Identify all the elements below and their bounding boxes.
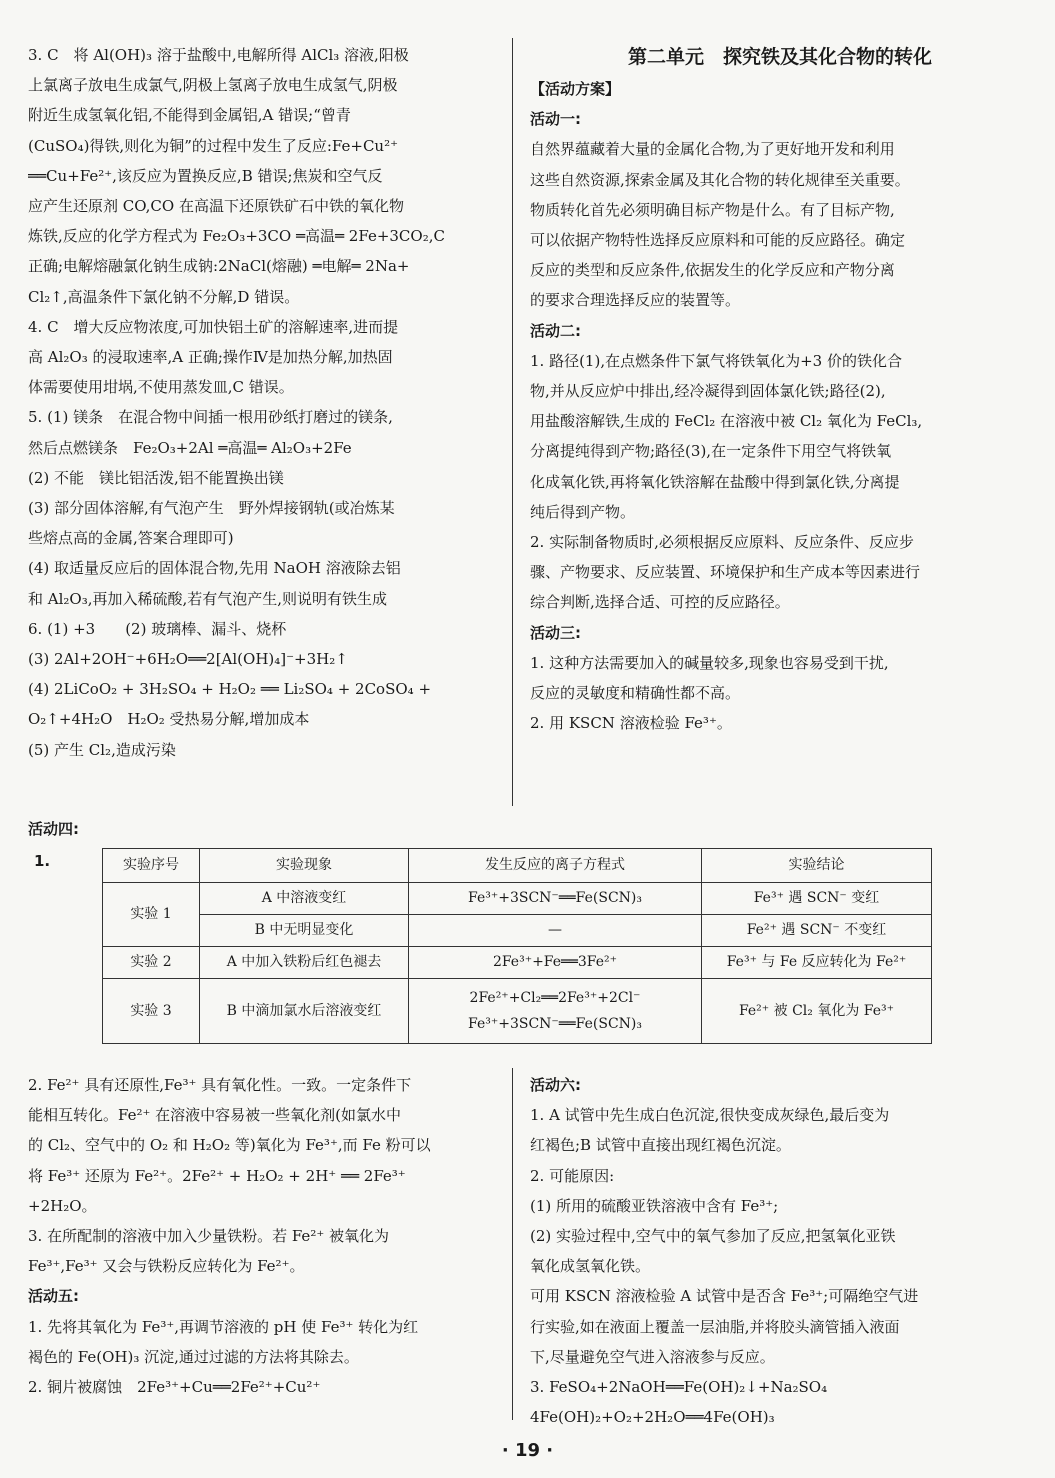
table-cell: 实验 2 [103,947,200,979]
text-line: 行实验,如在液面上覆盖一层油脂,并将胶头滴管插入液面 [530,1317,900,1336]
text-line: 上氯离子放电生成氯气,阴极上氢离子放电生成氢气,阴极 [28,76,398,95]
text-line: 可以依据产物特性选择反应原料和可能的反应路径。确定 [530,231,906,250]
text-line: 1. A 试管中先生成白色沉淀,很快变成灰绿色,最后变为 [530,1106,890,1125]
text-line: 下,尽量避免空气进入溶液参与反应。 [530,1347,775,1366]
table-cell: 2Fe³⁺+Fe══3Fe²⁺ [409,947,702,979]
text-line: 4. C 增大反应物浓度,可加快铝土矿的溶解速率,进而提 [28,317,399,336]
text-line: 2. 实际制备物质时,必须根据反应原料、反应条件、反应步 [530,533,914,552]
text-line: 2. Fe²⁺ 具有还原性,Fe³⁺ 具有氧化性。一致。一定条件下 [28,1076,412,1094]
text-line: 纯后得到产物。 [530,502,636,521]
text-line: O₂↑+4H₂O H₂O₂ 受热易分解,增加成本 [28,710,310,729]
table-cell: Fe²⁺ 遇 SCN⁻ 不变红 [702,915,932,947]
text-line: 高 Al₂O₃ 的浸取速率,A 正确;操作Ⅳ是加热分解,加热固 [28,348,393,367]
activity-heading: 活动二: [530,321,581,340]
text-line: 3. FeSO₄+2NaOH══Fe(OH)₂↓+Na₂SO₄ [530,1378,828,1397]
table-cell: Fe³⁺ 遇 SCN⁻ 变红 [702,883,932,915]
table-cell: 实验 3 [103,979,200,1044]
table-cell: B 中滴加氯水后溶液变红 [200,979,409,1044]
table-row [103,915,932,947]
text-line: +2H₂O。 [28,1196,97,1215]
table-header: 实验结论 [702,849,932,883]
text-line: 应产生还原剂 CO,CO 在高温下还原铁矿石中铁的氧化物 [28,197,404,216]
text-line: 的要求合理选择反应的装置等。 [530,291,741,310]
table-row [103,883,932,915]
text-line: 可用 KSCN 溶液检验 A 试管中是否含 Fe³⁺;可隔绝空气进 [530,1287,919,1306]
text-line: ══Cu+Fe²⁺,该反应为置换反应,B 错误;焦炭和空气反 [28,166,383,185]
text-line: 和 Al₂O₃,再加入稀硫酸,若有气泡产生,则说明有铁生成 [28,589,388,608]
text-line: 褐色的 Fe(OH)₃ 沉淀,通过过滤的方法将其除去。 [28,1347,359,1366]
table-cell: Fe³⁺ 与 Fe 反应转化为 Fe²⁺ [702,947,932,979]
activity-heading: 活动五: [28,1287,79,1306]
text-line: 1. 这种方法需要加入的碱量较多,现象也容易受到干扰, [530,653,889,672]
table-header-row [103,849,932,883]
text-line: 氧化成氢氧化铁。 [530,1257,651,1276]
text-line: 2. 铜片被腐蚀 2Fe³⁺+Cu══2Fe²⁺+Cu²⁺ [28,1378,321,1397]
text-line: 自然界蕴藏着大量的金属化合物,为了更好地开发和利用 [530,140,895,159]
text-line: 体需要使用坩埚,不使用蒸发皿,C 错误。 [28,378,294,397]
text-line: 物,并从反应炉中排出,经冷凝得到固体氯化铁;路径(2), [530,382,886,401]
table-row [103,979,932,1044]
text-line: 物质转化首先必须明确目标产物是什么。有了目标产物, [530,200,895,219]
equation-line: 2Fe²⁺+Cl₂══2Fe³⁺+2Cl⁻ [469,990,641,1006]
text-line: (1) 所用的硫酸亚铁溶液中含有 Fe³⁺; [530,1196,779,1215]
table-cell [409,979,702,1044]
text-line: (3) 部分固体溶解,有气泡产生 野外焊接钢轨(或冶炼某 [28,499,395,518]
text-line: (3) 2Al+2OH⁻+6H₂O══2[Al(OH)₄]⁻+3H₂↑ [28,650,348,669]
text-line: Fe³⁺,Fe³⁺ 又会与铁粉反应转化为 Fe²⁺。 [28,1257,305,1276]
text-line: 化成氧化铁,再将氧化铁溶解在盐酸中得到氯化铁,分离提 [530,472,900,491]
text-line: (4) 2LiCoO₂ + 3H₂SO₄ + H₂O₂ ══ Li₂SO₄ + 2CoSO₄ + [28,680,432,699]
activity-heading: 活动一: [530,110,581,129]
text-line: Cl₂↑,高温条件下氯化钠不分解,D 错误。 [28,287,300,306]
text-line: 4Fe(OH)₂+O₂+2H₂O══4Fe(OH)₃ [530,1408,775,1427]
text-line: 些熔点高的金属,答案合理即可) [28,529,234,548]
equation-line: Fe³⁺+3SCN⁻══Fe(SCN)₃ [468,1016,642,1032]
experiment-table [102,848,932,1044]
text-line: 红褐色;B 试管中直接出现红褐色沉淀。 [530,1136,791,1155]
text-line: 炼铁,反应的化学方程式为 Fe₂O₃+3CO ═高温═ 2Fe+3CO₂,C [28,227,445,246]
text-line: 反应的类型和反应条件,依据发生的化学反应和产物分离 [530,261,895,280]
text-line: 反应的灵敏度和精确性都不高。 [530,684,741,703]
text-line: (2) 实验过程中,空气中的氧气参加了反应,把氢氧化亚铁 [530,1227,896,1246]
text-line: (5) 产生 Cl₂,造成污染 [28,740,176,759]
text-line: 这些自然资源,探索金属及其化合物的转化规律至关重要。 [530,170,910,189]
table-cell: A 中加入铁粉后红色褪去 [200,947,409,979]
right-column-bottom [530,1070,1030,1432]
text-line: 然后点燃镁条 Fe₂O₃+2Al ═高温═ Al₂O₃+2Fe [28,438,352,457]
page-number: · 19 · [501,1440,554,1461]
text-line: 综合判断,选择合适、可控的反应路径。 [530,593,790,612]
section-label: 【活动方案】 [530,80,621,98]
activity-heading: 活动三: [530,623,581,642]
text-line: 6. (1) +3 (2) 玻璃棒、漏斗、烧杯 [28,619,287,638]
table-cell: A 中溶液变红 [200,883,409,915]
table-header: 发生反应的离子方程式 [409,849,702,883]
activity4-heading: 活动四: [28,820,79,838]
text-line: 正确;电解熔融氯化钠生成钠:2NaCl(熔融) ═电解═ 2Na+ [28,257,410,276]
left-column-bottom [28,1070,498,1402]
table-cell: B 中无明显变化 [200,915,409,947]
text-line: 5. (1) 镁条 在混合物中间插一根用砂纸打磨过的镁条, [28,408,393,427]
item-number: 1. [34,852,51,870]
table-cell: Fe²⁺ 被 Cl₂ 氧化为 Fe³⁺ [702,979,932,1044]
text-line: (4) 取适量反应后的固体混合物,先用 NaOH 溶液除去铝 [28,559,401,578]
text-line: 1. 路径(1),在点燃条件下氯气将铁氧化为+3 价的铁化合 [530,351,902,370]
text-line: 3. 在所配制的溶液中加入少量铁粉。若 Fe²⁺ 被氧化为 [28,1227,390,1246]
right-column-top [530,40,1030,738]
left-column-top [28,40,498,765]
text-line: 骤、产物要求、反应装置、环境保护和生产成本等因素进行 [530,563,921,582]
table-header: 实验现象 [200,849,409,883]
text-line: 2. 用 KSCN 溶液检验 Fe³⁺。 [530,714,732,733]
column-divider [512,38,513,806]
table-cell: 实验 1 [103,883,200,947]
text-line: (2) 不能 镁比铝活泼,铝不能置换出镁 [28,468,284,487]
text-line: 3. C 将 Al(OH)₃ 溶于盐酸中,电解所得 AlCl₃ 溶液,阳极 [28,46,409,64]
text-line: 将 Fe³⁺ 还原为 Fe²⁺。2Fe²⁺ + H₂O₂ + 2H⁺ ══ 2Fe³⁺ [28,1166,406,1185]
text-line: 分离提纯得到产物;路径(3),在一定条件下用空气将铁氧 [530,442,892,461]
column-divider [512,1068,513,1420]
activity-heading: 活动六: [530,1076,581,1094]
unit-title: 第二单元 探究铁及其化合物的转化 [627,46,932,68]
text-line: 的 Cl₂、空气中的 O₂ 和 H₂O₂ 等)氧化为 Fe³⁺,而 Fe 粉可以 [28,1136,431,1155]
table-cell: Fe³⁺+3SCN⁻══Fe(SCN)₃ [409,883,702,915]
text-line: 能相互转化。Fe²⁺ 在溶液中容易被一些氧化剂(如氯水中 [28,1106,402,1125]
text-line: 用盐酸溶解铁,生成的 FeCl₂ 在溶液中被 Cl₂ 氧化为 FeCl₃, [530,412,923,431]
table-header: 实验序号 [103,849,200,883]
text-line: 1. 先将其氧化为 Fe³⁺,再调节溶液的 pH 使 Fe³⁺ 转化为红 [28,1317,419,1336]
text-line: (CuSO₄)得铁,则化为铜”的过程中发生了反应:Fe+Cu²⁺ [28,136,399,155]
text-line: 附近生成氢氧化铝,不能得到金属铝,A 错误;“曾青 [28,106,351,125]
text-line: 2. 可能原因: [530,1166,615,1185]
table-row [103,947,932,979]
table-cell: — [409,915,702,947]
